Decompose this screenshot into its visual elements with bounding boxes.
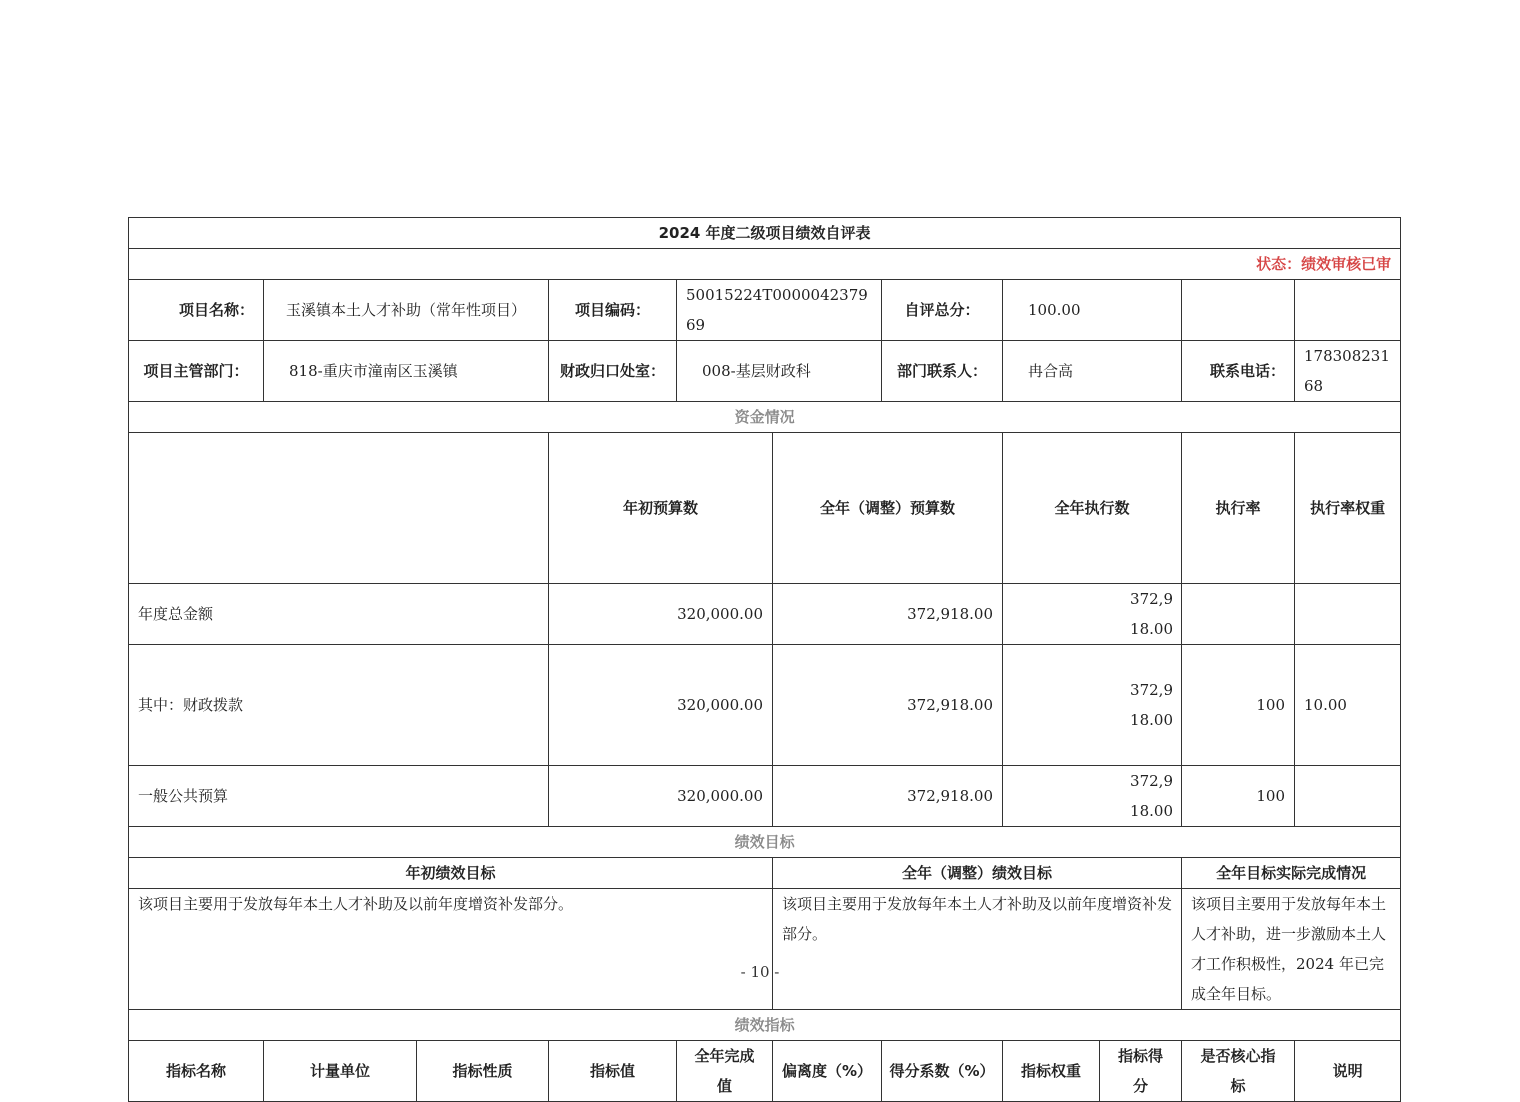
project-name-label: 项目名称： <box>129 280 264 341</box>
table-row <box>129 584 1401 645</box>
dept-label: 项目主管部门： <box>129 341 264 402</box>
phone-value: 17830823168 <box>1295 341 1401 402</box>
funds-header-initial: 年初预算数 <box>549 433 773 584</box>
funds-row-initial: 320,000.00 <box>549 584 773 645</box>
goals-actual-text: 该项目主要用于发放每年本土人才补助，进一步激励本土人才工作积极性，2024 年已完成全年目标。 <box>1182 889 1401 1010</box>
funds-row-weight <box>1295 766 1401 827</box>
contact-label: 部门联系人： <box>882 341 1003 402</box>
funds-row-rate <box>1182 584 1295 645</box>
score-label: 自评总分： <box>882 280 1003 341</box>
page-number: - 10 - <box>740 963 780 981</box>
goals-header-adjusted: 全年（调整）绩效目标 <box>773 858 1182 889</box>
funds-row-executed: 372,918.00 <box>1003 584 1182 645</box>
funds-row-executed: 372,918.00 <box>1003 766 1182 827</box>
status-badge: 状态：绩效审核已审 <box>129 249 1401 280</box>
funds-row-executed: 372,918.00 <box>1003 645 1182 766</box>
project-code-label: 项目编码： <box>549 280 677 341</box>
form-title: 2024 年度二级项目绩效自评表 <box>129 218 1401 249</box>
funds-header-blank <box>129 433 549 584</box>
empty-cell <box>1295 280 1401 341</box>
goals-initial-text: 该项目主要用于发放每年本土人才补助及以前年度增资补发部分。 <box>129 889 773 1010</box>
project-code-value <box>677 280 882 341</box>
funds-row-initial: 320,000.00 <box>549 645 773 766</box>
funds-row-rate: 100 <box>1182 645 1295 766</box>
dept-value: 818-重庆市潼南区玉溪镇 <box>264 341 549 402</box>
funds-row-adjusted: 372,918.00 <box>773 584 1003 645</box>
goals-adjusted-text: 该项目主要用于发放每年本土人才补助及以前年度增资补发部分。 <box>773 889 1182 1010</box>
empty-cell <box>1182 280 1295 341</box>
funds-section-title: 资金情况 <box>129 402 1401 433</box>
indicator-header-completed: 全年完成值 <box>677 1041 773 1102</box>
funds-row-adjusted: 372,918.00 <box>773 766 1003 827</box>
table-row <box>129 645 1401 766</box>
funds-row-label: 年度总金额 <box>129 584 549 645</box>
indicators-section-title: 绩效指标 <box>129 1010 1401 1041</box>
goals-header-initial: 年初绩效目标 <box>129 858 773 889</box>
indicator-header-nature: 指标性质 <box>417 1041 549 1102</box>
indicator-header-core: 是否核心指标 <box>1182 1041 1295 1102</box>
project-name-value: 玉溪镇本土人才补助（常年性项目） <box>264 280 549 341</box>
indicator-header-score: 指标得分 <box>1100 1041 1182 1102</box>
score-value: 100.00 <box>1003 280 1182 341</box>
funds-row-adjusted: 372,918.00 <box>773 645 1003 766</box>
indicator-header-unit: 计量单位 <box>264 1041 417 1102</box>
indicator-header-note: 说明 <box>1295 1041 1401 1102</box>
indicator-header-coefficient: 得分系数（%） <box>882 1041 1003 1102</box>
phone-label: 联系电话： <box>1182 341 1295 402</box>
goals-header-actual: 全年目标实际完成情况 <box>1182 858 1401 889</box>
funds-row-rate: 100 <box>1182 766 1295 827</box>
indicator-header-weight: 指标权重 <box>1003 1041 1100 1102</box>
funds-row-label: 一般公共预算 <box>129 766 549 827</box>
funds-header-executed: 全年执行数 <box>1003 433 1182 584</box>
project-code-text: 50015224T000004237969 <box>686 286 868 334</box>
indicator-header-deviation: 偏离度（%） <box>773 1041 882 1102</box>
funds-row-initial: 320,000.00 <box>549 766 773 827</box>
finance-value: 008-基层财政科 <box>677 341 882 402</box>
funds-row-label: 其中：财政拨款 <box>129 645 549 766</box>
funds-header-rate: 执行率 <box>1182 433 1295 584</box>
indicator-header-name: 指标名称 <box>129 1041 264 1102</box>
funds-header-weight: 执行率权重 <box>1295 433 1401 584</box>
contact-value: 冉合高 <box>1003 341 1182 402</box>
funds-row-weight: 10.00 <box>1295 645 1401 766</box>
funds-row-weight <box>1295 584 1401 645</box>
funds-header-adjusted: 全年（调整）预算数 <box>773 433 1003 584</box>
finance-label: 财政归口处室： <box>549 341 677 402</box>
goals-section-title: 绩效目标 <box>129 827 1401 858</box>
indicator-header-value: 指标值 <box>549 1041 677 1102</box>
table-row <box>129 766 1401 827</box>
